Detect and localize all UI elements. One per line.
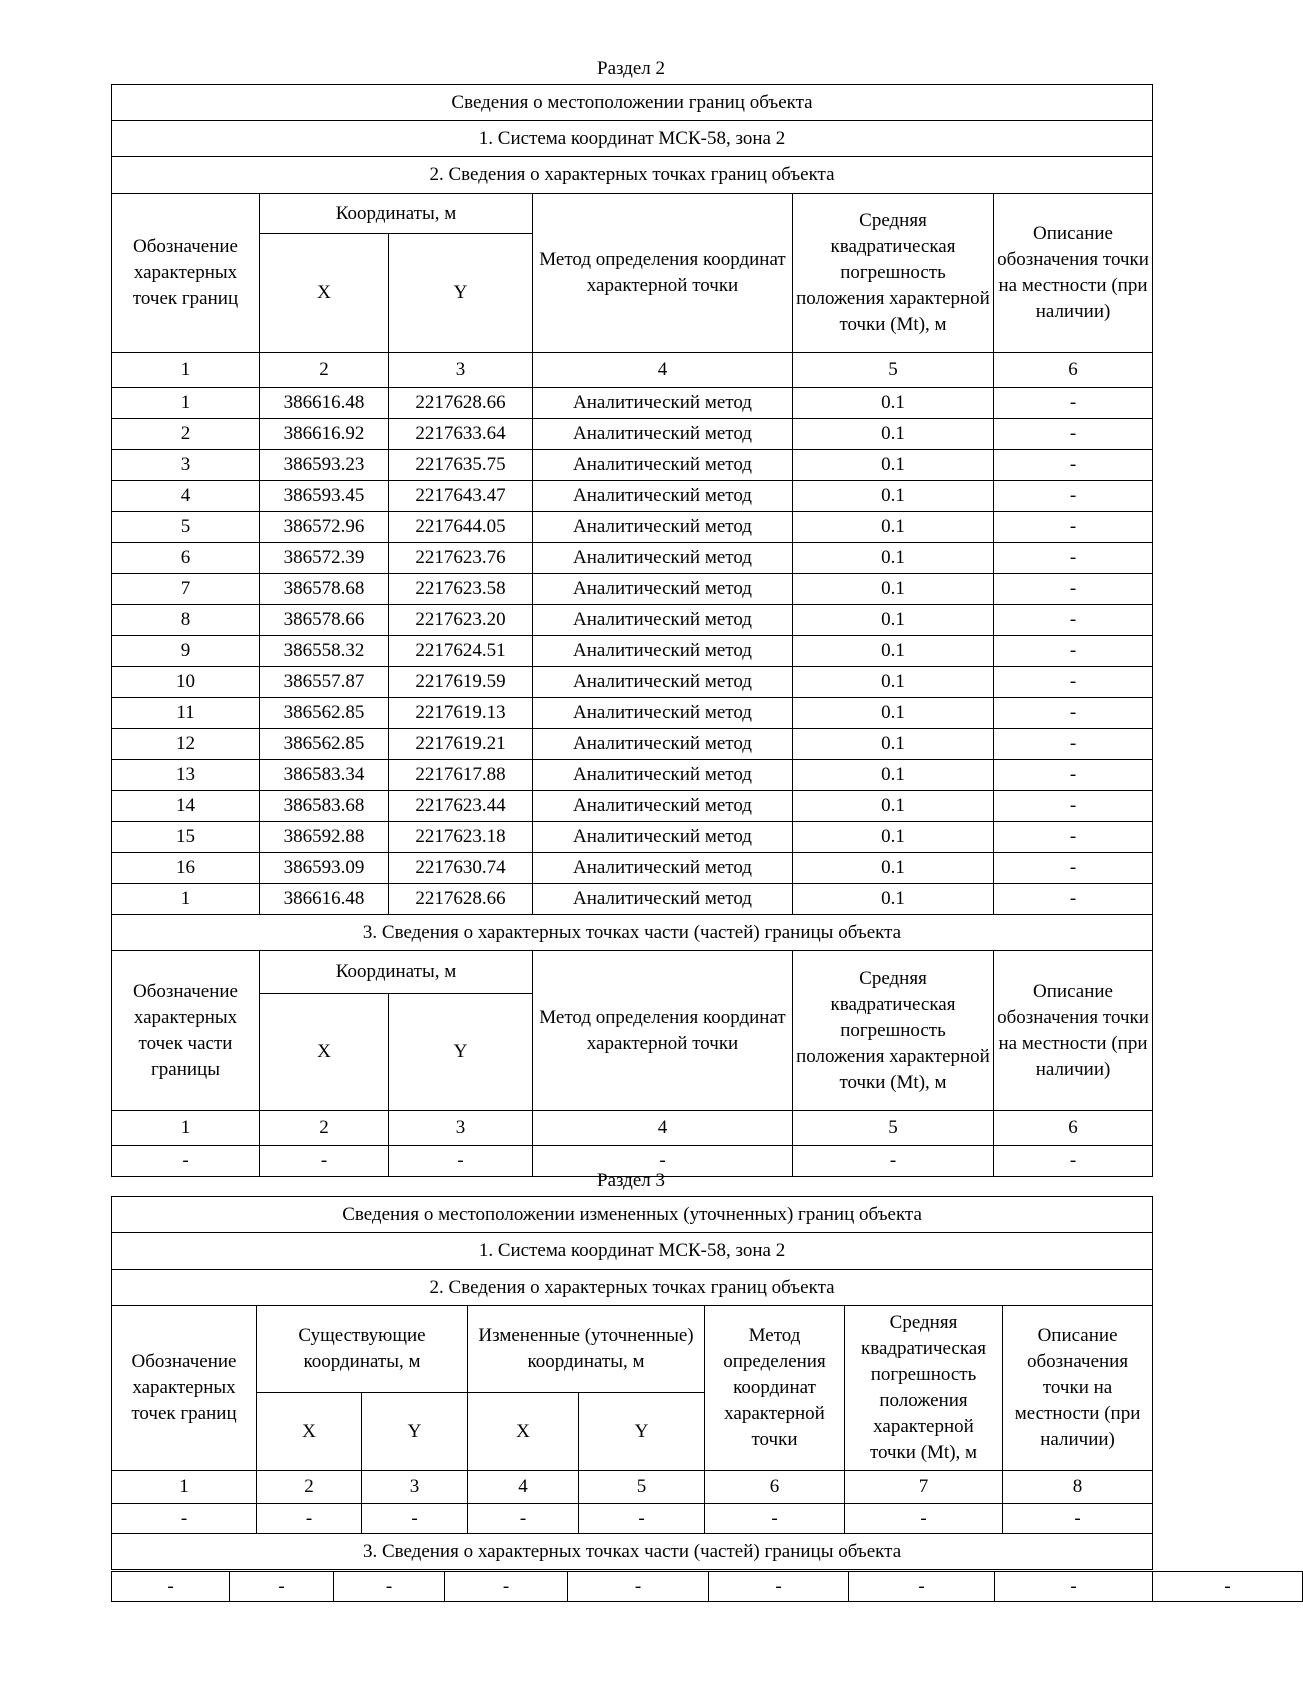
col-number: 6 — [994, 1111, 1153, 1146]
table-row — [112, 450, 1153, 481]
header-y-existing: Y — [362, 1393, 468, 1471]
table-cell: - — [994, 822, 1153, 853]
header-description: Описание обозначения точки на местности (при наличии) — [1003, 1306, 1153, 1471]
table-title: Сведения о местоположении границ объекта — [112, 85, 1153, 121]
table-cell: 0.1 — [793, 884, 994, 915]
col-number: 3 — [389, 353, 533, 388]
table-cell: 386572.39 — [260, 543, 389, 574]
table-cell: 386578.68 — [260, 574, 389, 605]
table-row — [112, 543, 1153, 574]
column-numbers-row — [112, 353, 1153, 388]
parts-cell: - — [994, 1146, 1153, 1177]
table-cell: 0.1 — [793, 822, 994, 853]
col-number: 2 — [260, 1111, 389, 1146]
table-cell: 2217623.44 — [389, 791, 533, 822]
table-cell: 0.1 — [793, 698, 994, 729]
parts-cell: - — [389, 1146, 533, 1177]
table-cell: - — [994, 419, 1153, 450]
table-cell: Аналитический метод — [533, 543, 793, 574]
table-cell: 386593.23 — [260, 450, 389, 481]
table-cell: 8 — [112, 605, 260, 636]
table-row — [112, 698, 1153, 729]
section-3-title: Раздел 3 — [597, 1170, 665, 1191]
parts-header-y: Y — [389, 994, 533, 1111]
coord-system: 1. Система координат МСК-58, зона 2 — [112, 121, 1153, 157]
parts-header-coords: Координаты, м — [260, 951, 533, 994]
parts-cell: - — [230, 1572, 334, 1602]
table-cell: 386578.66 — [260, 605, 389, 636]
cell: - — [845, 1504, 1003, 1534]
table-cell: Аналитический метод — [533, 388, 793, 419]
parts-header: 3. Сведения о характерных точках части (частей) границы объекта — [112, 1534, 1153, 1570]
table-cell: 16 — [112, 853, 260, 884]
parts-header-method: Метод определения координат характерной точки — [533, 951, 793, 1111]
table-cell: 386583.34 — [260, 760, 389, 791]
table-row — [112, 481, 1153, 512]
header-method: Метод определения координат характерной точки — [705, 1306, 845, 1471]
parts-cell: - — [533, 1146, 793, 1177]
table-cell: Аналитический метод — [533, 667, 793, 698]
table-row — [112, 791, 1153, 822]
table-cell: 386583.68 — [260, 791, 389, 822]
col-number: 7 — [845, 1471, 1003, 1504]
col-number: 5 — [579, 1471, 705, 1504]
table-row — [112, 853, 1153, 884]
points-header: 2. Сведения о характерных точках границ объекта — [112, 157, 1153, 194]
header-coords: Координаты, м — [260, 194, 533, 234]
table-title: Сведения о местоположении измененных (уточненных) границ объекта — [112, 1197, 1153, 1233]
cell: - — [705, 1504, 845, 1534]
table-cell: - — [994, 667, 1153, 698]
table-cell: 386562.85 — [260, 729, 389, 760]
table-cell: 10 — [112, 667, 260, 698]
table-cell: 0.1 — [793, 605, 994, 636]
col-number: 3 — [389, 1111, 533, 1146]
table-cell: - — [994, 791, 1153, 822]
table-cell: - — [994, 450, 1153, 481]
cell: - — [362, 1504, 468, 1534]
table-row — [112, 1504, 1153, 1534]
col-number: 5 — [793, 1111, 994, 1146]
parts-cell: - — [849, 1572, 995, 1602]
table-cell: 0.1 — [793, 791, 994, 822]
cell: - — [579, 1504, 705, 1534]
table-row — [112, 884, 1153, 915]
table-cell: - — [994, 853, 1153, 884]
parts-cell: - — [1153, 1572, 1303, 1602]
header-x-changed: X — [468, 1393, 579, 1471]
section-2-table — [111, 84, 1153, 1177]
table-cell: - — [994, 884, 1153, 915]
table-cell: 5 — [112, 512, 260, 543]
table-cell: 386557.87 — [260, 667, 389, 698]
table-cell: 2217623.18 — [389, 822, 533, 853]
table-cell: 6 — [112, 543, 260, 574]
table-cell: 2217619.21 — [389, 729, 533, 760]
table-cell: 2 — [112, 419, 260, 450]
table-cell: Аналитический метод — [533, 698, 793, 729]
col-number: 3 — [362, 1471, 468, 1504]
table-cell: Аналитический метод — [533, 574, 793, 605]
header-error: Средняя квадратическая погрешность положения характерной точки (Mt), м — [845, 1306, 1003, 1471]
parts-column-numbers-row — [112, 1111, 1153, 1146]
table-cell: 14 — [112, 791, 260, 822]
table-cell: 0.1 — [793, 729, 994, 760]
col-number: 6 — [705, 1471, 845, 1504]
table-cell: 0.1 — [793, 853, 994, 884]
parts-cell: - — [112, 1572, 230, 1602]
table-cell: 0.1 — [793, 574, 994, 605]
header-y-changed: Y — [579, 1393, 705, 1471]
cell: - — [1003, 1504, 1153, 1534]
table-cell: 9 — [112, 636, 260, 667]
parts-header-error: Средняя квадратическая погрешность положения характерной точки (Mt), м — [793, 951, 994, 1111]
col-number: 1 — [112, 1471, 257, 1504]
col-number: 4 — [533, 353, 793, 388]
table-cell: 0.1 — [793, 667, 994, 698]
table-row — [112, 667, 1153, 698]
table-cell: 2217644.05 — [389, 512, 533, 543]
parts-cell: - — [793, 1146, 994, 1177]
table-cell: 386593.45 — [260, 481, 389, 512]
parts-header-description: Описание обозначения точки на местности (при наличии) — [994, 951, 1153, 1111]
col-number: 2 — [257, 1471, 362, 1504]
table-cell: Аналитический метод — [533, 419, 793, 450]
header-point-label: Обозначение характерных точек границ — [112, 1306, 257, 1471]
table-cell: 0.1 — [793, 481, 994, 512]
parts-cell: - — [112, 1146, 260, 1177]
table-cell: 2217635.75 — [389, 450, 533, 481]
table-cell: 15 — [112, 822, 260, 853]
table-cell: 386593.09 — [260, 853, 389, 884]
table-row — [112, 512, 1153, 543]
table-row — [112, 419, 1153, 450]
coord-system: 1. Система координат МСК-58, зона 2 — [112, 1233, 1153, 1270]
table-cell: 4 — [112, 481, 260, 512]
table-cell: Аналитический метод — [533, 791, 793, 822]
parts-cell: - — [260, 1146, 389, 1177]
table-cell: - — [994, 605, 1153, 636]
cell: - — [468, 1504, 579, 1534]
cell: - — [257, 1504, 362, 1534]
col-number: 5 — [793, 353, 994, 388]
table-cell: 0.1 — [793, 512, 994, 543]
table-cell: Аналитический метод — [533, 760, 793, 791]
parts-header-point-label: Обозначение характерных точек части границы — [112, 951, 260, 1111]
parts-cell: - — [995, 1572, 1153, 1602]
table-cell: - — [994, 698, 1153, 729]
table-cell: Аналитический метод — [533, 822, 793, 853]
table-row — [112, 636, 1153, 667]
header-method: Метод определения координат характерной точки — [533, 194, 793, 353]
table-cell: 386616.48 — [260, 884, 389, 915]
table-cell: Аналитический метод — [533, 729, 793, 760]
table-cell: 3 — [112, 450, 260, 481]
col-number: 1 — [112, 353, 260, 388]
table-cell: 2217630.74 — [389, 853, 533, 884]
table-cell: - — [994, 543, 1153, 574]
table-cell: 1 — [112, 388, 260, 419]
table-cell: - — [994, 729, 1153, 760]
table-cell: 2217633.64 — [389, 419, 533, 450]
header-existing-coords: Существующие координаты, м — [257, 1306, 468, 1393]
table-row — [112, 605, 1153, 636]
header-error: Средняя квадратическая погрешность положения характерной точки (Mt), м — [793, 194, 994, 353]
table-cell: 2217643.47 — [389, 481, 533, 512]
table-cell: 2217623.76 — [389, 543, 533, 574]
parts-cell: - — [445, 1572, 568, 1602]
table-cell: 386558.32 — [260, 636, 389, 667]
header-x-existing: X — [257, 1393, 362, 1471]
table-cell: 386562.85 — [260, 698, 389, 729]
table-cell: 386616.92 — [260, 419, 389, 450]
col-number: 4 — [468, 1471, 579, 1504]
header-y: Y — [389, 234, 533, 353]
parts-cell: - — [568, 1572, 709, 1602]
table-cell: 2217623.20 — [389, 605, 533, 636]
table-cell: - — [994, 481, 1153, 512]
table-cell: Аналитический метод — [533, 481, 793, 512]
table-cell: Аналитический метод — [533, 450, 793, 481]
col-number: 8 — [1003, 1471, 1153, 1504]
table-cell: 11 — [112, 698, 260, 729]
table-cell: Аналитический метод — [533, 884, 793, 915]
parts-header: 3. Сведения о характерных точках части (частей) границы объекта — [112, 915, 1153, 951]
col-number: 6 — [994, 353, 1153, 388]
table-cell: 2217628.66 — [389, 884, 533, 915]
section-3-parts-table — [111, 1571, 1303, 1602]
table-cell: 2217619.13 — [389, 698, 533, 729]
table-cell: - — [994, 636, 1153, 667]
header-changed-coords: Измененные (уточненные) координаты, м — [468, 1306, 705, 1393]
table-cell: 2217619.59 — [389, 667, 533, 698]
header-point-label: Обозначение характерных точек границ — [112, 194, 260, 353]
table-cell: - — [994, 574, 1153, 605]
col-number: 1 — [112, 1111, 260, 1146]
table-cell: 386592.88 — [260, 822, 389, 853]
table-cell: Аналитический метод — [533, 853, 793, 884]
table-row — [112, 729, 1153, 760]
table-row — [112, 822, 1153, 853]
table-cell: 0.1 — [793, 419, 994, 450]
table-row — [112, 388, 1153, 419]
parts-row — [112, 1572, 1303, 1602]
table-cell: Аналитический метод — [533, 512, 793, 543]
col-number: 4 — [533, 1111, 793, 1146]
table-cell: - — [994, 388, 1153, 419]
table-cell: Аналитический метод — [533, 605, 793, 636]
table-cell: 7 — [112, 574, 260, 605]
points-header: 2. Сведения о характерных точках границ объекта — [112, 1270, 1153, 1306]
header-description: Описание обозначения точки на местности (при наличии) — [994, 194, 1153, 353]
table-cell: 386616.48 — [260, 388, 389, 419]
parts-cell: - — [334, 1572, 445, 1602]
table-cell: 0.1 — [793, 760, 994, 791]
table-cell: 386572.96 — [260, 512, 389, 543]
parts-cell: - — [709, 1572, 849, 1602]
table-cell: 2217623.58 — [389, 574, 533, 605]
table-cell: 2217628.66 — [389, 388, 533, 419]
section-3-table — [111, 1196, 1153, 1570]
column-numbers-row — [112, 1471, 1153, 1504]
table-cell: - — [994, 512, 1153, 543]
table-row — [112, 574, 1153, 605]
table-row — [112, 760, 1153, 791]
table-cell: 13 — [112, 760, 260, 791]
table-cell: 2217624.51 — [389, 636, 533, 667]
table-cell: 0.1 — [793, 450, 994, 481]
table-cell: 0.1 — [793, 388, 994, 419]
table-cell: 12 — [112, 729, 260, 760]
section-2-title: Раздел 2 — [597, 58, 665, 79]
cell: - — [112, 1504, 257, 1534]
table-cell: 0.1 — [793, 636, 994, 667]
table-cell: 0.1 — [793, 543, 994, 574]
table-cell: 1 — [112, 884, 260, 915]
col-number: 2 — [260, 353, 389, 388]
parts-header-x: X — [260, 994, 389, 1111]
table-cell: - — [994, 760, 1153, 791]
header-x: X — [260, 234, 389, 353]
table-cell: Аналитический метод — [533, 636, 793, 667]
table-cell: 2217617.88 — [389, 760, 533, 791]
